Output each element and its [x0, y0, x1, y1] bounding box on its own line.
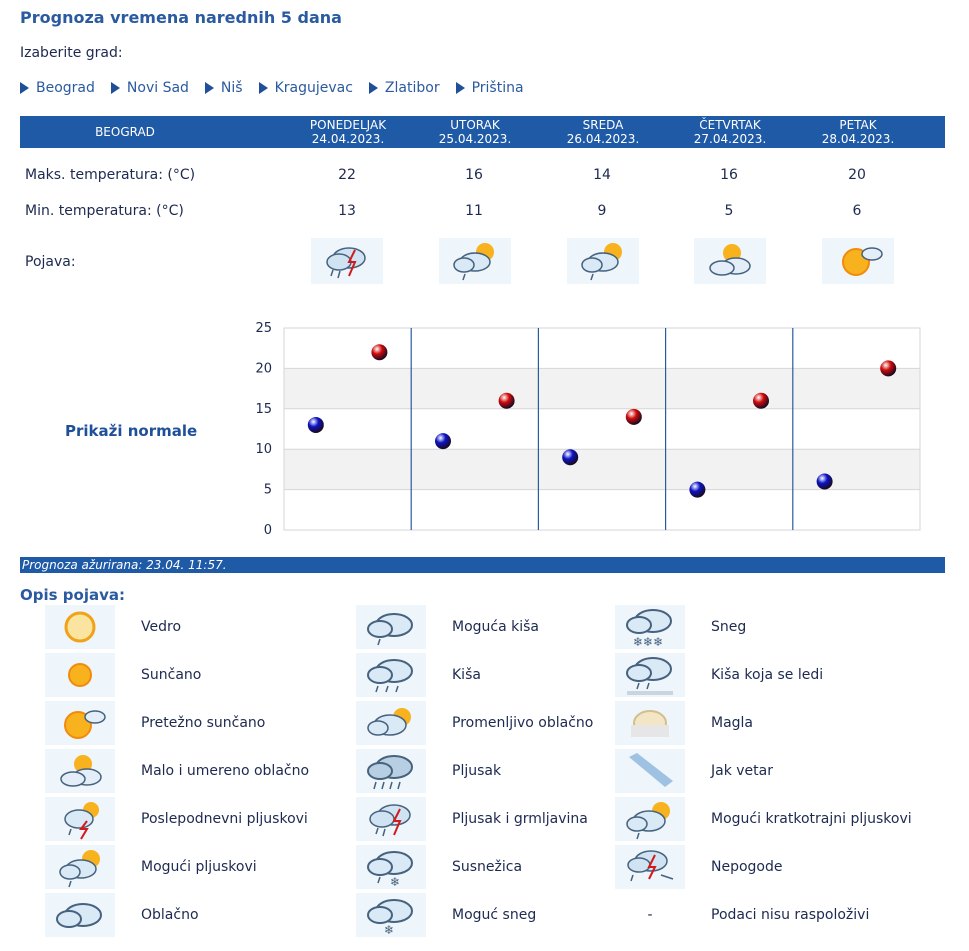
arrow-right-icon	[259, 82, 268, 94]
day-date: 26.04.2023.	[566, 132, 640, 146]
header-city: BEOGRAD	[95, 125, 155, 139]
max-temp-day-5: 20	[848, 167, 866, 183]
legend-item	[615, 893, 869, 937]
legend-label: Mogući kratkotrajni pljuskovi	[711, 811, 912, 827]
legend-label: Kiša	[452, 667, 481, 683]
day-name: PETAK	[839, 118, 877, 132]
jak-vetar-icon	[615, 749, 685, 793]
forecast-header	[20, 116, 945, 148]
arrow-right-icon	[20, 82, 29, 94]
legend-item	[615, 653, 823, 697]
city-link-zlatibor[interactable]	[369, 80, 440, 96]
min-temp-point	[689, 482, 705, 498]
max-temp-point	[753, 393, 769, 409]
kisa-icon	[356, 653, 426, 697]
legend-label: Oblačno	[141, 907, 199, 923]
day-date: 24.04.2023.	[311, 132, 385, 146]
legend-label: Promenljivo oblačno	[452, 715, 594, 731]
city-label: Zlatibor	[384, 80, 440, 96]
legend-label: Pretežno sunčano	[141, 715, 266, 731]
city-label: Beograd	[36, 80, 95, 96]
page-title: Prognoza vremena narednih 5 dana	[20, 8, 342, 27]
header-day-3	[553, 116, 653, 148]
nepogode-icon	[615, 845, 685, 889]
day-name: UTORAK	[450, 118, 500, 132]
legend-item	[356, 749, 501, 793]
oblacno-icon	[45, 893, 115, 937]
legend-item	[45, 605, 181, 649]
y-tick-label: 25	[255, 321, 272, 336]
legend-item	[45, 893, 199, 937]
city-link-kragujevac[interactable]	[259, 80, 353, 96]
svg-text:❄❄❄: ❄❄❄	[633, 635, 664, 649]
city-link-beograd[interactable]	[20, 80, 95, 96]
pljusak-icon	[356, 749, 426, 793]
day-date: 27.04.2023.	[693, 132, 767, 146]
legend-label: Kiša koja se ledi	[711, 667, 824, 683]
susnezica-icon	[356, 845, 426, 889]
legend-item	[356, 797, 588, 841]
moguci-kratkotrajni-pljuskovi-icon	[615, 797, 685, 841]
y-tick-label: 10	[255, 442, 272, 458]
day-name: SREDA	[582, 118, 624, 132]
header-day-1	[298, 116, 398, 148]
legend-label: Pljusak i grmljavina	[452, 811, 588, 827]
moguci-pljuskovi-icon	[567, 238, 639, 284]
arrow-right-icon	[205, 82, 214, 94]
day-date: 28.04.2023.	[821, 132, 895, 146]
min-temp-day-5: 6	[852, 203, 862, 219]
min-temp-point	[308, 417, 324, 433]
header-day-2	[425, 116, 525, 148]
min-temp-day-4: 5	[724, 203, 734, 219]
legend-item	[45, 701, 265, 745]
city-list	[20, 80, 540, 96]
min-temp-point	[817, 474, 833, 490]
pretezno-suncano-icon	[822, 238, 894, 284]
legend-item	[45, 797, 308, 841]
legend-label: Vedro	[141, 619, 182, 635]
legend-label: Sneg	[711, 619, 747, 635]
min-temp-day-2: 11	[465, 203, 483, 219]
city-label: Niš	[220, 80, 243, 96]
suncano-icon	[45, 653, 115, 697]
legend-item	[356, 701, 593, 745]
legend-label: Podaci nisu raspoloživi	[711, 907, 870, 923]
legend-item	[45, 653, 201, 697]
min-temp-day-3: 9	[597, 203, 607, 219]
show-normals-link[interactable]: Prikaži normale	[65, 422, 198, 440]
updated-bar	[20, 557, 945, 573]
moguci-pljuskovi-icon	[45, 845, 115, 889]
min-temp-point	[562, 449, 578, 465]
arrow-right-icon	[369, 82, 378, 94]
legend-label: Malo i umereno oblačno	[141, 763, 310, 779]
max-temp-point	[880, 360, 896, 376]
legend-item	[615, 845, 783, 889]
max-temp-day-3: 14	[593, 167, 611, 183]
legend-item	[45, 749, 309, 793]
legend-item	[615, 701, 753, 745]
max-temp-point	[626, 409, 642, 425]
moguc-sneg-icon	[356, 893, 426, 937]
malo-i-umereno-oblacno-icon	[694, 238, 766, 284]
y-tick-label: 0	[263, 523, 272, 538]
kisa-koja-se-ledi-icon	[615, 653, 685, 697]
phenomenon-label: Pojava:	[25, 254, 76, 270]
poslepodnevni-pljuskovi-icon	[45, 797, 115, 841]
legend-item	[356, 845, 522, 889]
legend-item	[356, 605, 539, 649]
min-temp-point	[435, 433, 451, 449]
y-tick-label: 5	[263, 482, 272, 498]
legend-item	[615, 749, 773, 793]
legend-label: Magla	[711, 715, 754, 731]
arrow-right-icon	[111, 82, 120, 94]
day-name: PONEDELJAK	[309, 118, 387, 132]
moguci-pljuskovi-icon	[439, 238, 511, 284]
max-temp-day-1: 22	[338, 167, 356, 183]
city-label: Novi Sad	[126, 80, 189, 96]
legend-label: Moguć sneg	[452, 907, 537, 923]
min-temp-label: Min. temperatura: (°C)	[25, 203, 184, 219]
max-temp-label: Maks. temperatura: (°C)	[25, 167, 196, 183]
y-tick-label: 15	[255, 401, 272, 417]
max-temp-point	[499, 393, 515, 409]
header-day-5	[808, 116, 908, 148]
city-link-novi-sad[interactable]	[111, 80, 189, 96]
legend-label: Nepogode	[711, 859, 783, 875]
city-label: Priština	[471, 80, 524, 96]
promenljivo-oblacno-icon	[356, 701, 426, 745]
legend-label: Pljusak	[452, 763, 502, 779]
legend-item	[356, 893, 536, 937]
legend-title: Opis pojava:	[20, 586, 125, 604]
pretezno-suncano-icon	[45, 701, 115, 745]
magla-icon	[615, 701, 685, 745]
city-link-pristina[interactable]	[456, 80, 524, 96]
svg-text:❄: ❄	[390, 875, 401, 889]
arrow-right-icon	[456, 82, 465, 94]
max-temp-day-4: 16	[720, 167, 738, 183]
temperature-chart	[248, 318, 928, 543]
legend-item	[615, 797, 912, 841]
legend-label: Jak vetar	[711, 763, 773, 779]
max-temp-point	[371, 344, 387, 360]
city-label: Kragujevac	[274, 80, 353, 96]
moguca-kisa-icon	[356, 605, 426, 649]
legend-item	[45, 845, 257, 889]
legend-label: Susnežica	[452, 859, 523, 875]
day-date: 25.04.2023.	[438, 132, 512, 146]
city-link-nis[interactable]	[205, 80, 243, 96]
y-tick-label: 20	[255, 361, 272, 377]
malo-i-umereno-oblacno-icon	[45, 749, 115, 793]
legend-label: Moguća kiša	[452, 619, 540, 635]
legend-label: Poslepodnevni pljuskovi	[141, 811, 308, 827]
legend-item	[615, 605, 746, 649]
header-day-4	[680, 116, 780, 148]
svg-text:❄: ❄	[384, 923, 395, 937]
max-temp-day-2: 16	[465, 167, 483, 183]
min-temp-day-1: 13	[338, 203, 356, 219]
choose-city-label: Izaberite grad:	[20, 45, 123, 61]
legend-label: Mogući pljuskovi	[141, 859, 257, 875]
day-name: ČETVRTAK	[699, 118, 761, 132]
legend-label: Sunčano	[141, 667, 202, 683]
grid-band	[284, 368, 920, 408]
legend-item	[356, 653, 481, 697]
updated-text: Prognoza ažurirana: 23.04. 11:57.	[22, 558, 227, 572]
pljusak-i-grmljavina-icon	[356, 797, 426, 841]
sneg-icon	[615, 605, 685, 649]
pljusak-i-grmljavina-icon	[311, 238, 383, 284]
vedro-icon	[45, 605, 115, 649]
dash-icon: -	[647, 907, 653, 923]
